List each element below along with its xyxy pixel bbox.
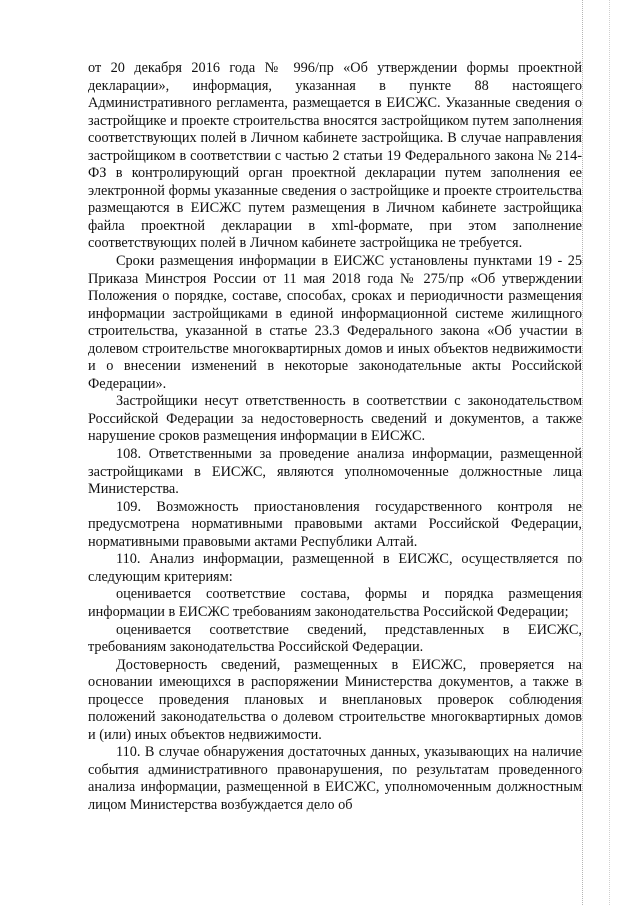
paragraph-109: 109. Возможность приостановления государственного контроля не предусмотрена нормативными правовыми актами Российской Федерации, нормативными правовыми актами Республики Алтай. [88, 498, 582, 550]
scan-edge-line [609, 0, 611, 905]
paragraph-110-criteria: 110. Анализ информации, размещенной в ЕИСЖС, осуществляется по следующим критериям: [88, 551, 582, 585]
paragraph-continuation: от 20 декабря 2016 года № 996/пр «Об утверждении формы проектной декларации», информация, указанная в пункте 88 настоящего Административного регламента, размещается в ЕИСЖС. Указанные сведения о застройщике и проекте строительства вносятся застройщиком путем заполнения соответствующих полей в Личном кабинете застройщика. В случае направления застройщиком в соответствии с частью 2 статьи 19 Федерального закона № 214-ФЗ в контролирующий орган проектной декларации путем заполнения ее электронной формы указанные сведения о застройщике и проекте строительства размещаются в ЕИСЖС путем размещения в Личном кабинете застройщика файла проектной декларации в xml-формате, при этом заполнение соответствующих полей в Личном кабинете застройщика не требуется. [88, 60, 582, 252]
document-body [88, 60, 582, 815]
paragraph-responsibility: Застройщики несут ответственность в соответствии с законодательством Российской Федерации за недостоверность сведений и документов, а также нарушение сроков размещения информации в ЕИСЖС. [88, 393, 582, 445]
paragraph-reliability: Достоверность сведений, размещенных в ЕИСЖС, проверяется на основании имеющихся в распоряжении Министерства документов, а также в процессе проведения плановых и внеплановых проверок соблюдения положений законодательства о долевом строительстве многоквартирных домов и (или) иных объектов недвижимости. [88, 656, 582, 743]
paragraph-deadlines: Сроки размещения информации в ЕИСЖС установлены пунктами 19 - 25 Приказа Минстроя России от 11 мая 2018 года № 275/пр «Об утверждении Положения о порядке, составе, способах, сроках и периодичности размещения информации застройщиками в единой информационной системе жилищного строительства, указанной в статье 23.3 Федерального закона «Об участии в долевом строительстве многоквартирных домов и иных объектов недвижимости и о внесении изменений в некоторые законодательные акты Российской Федерации». [88, 253, 582, 392]
paragraph-108: 108. Ответственными за проведение анализа информации, размещенной застройщиками в ЕИСЖС, являются уполномоченные должностные лица Министерства. [88, 446, 582, 498]
paragraph-110-violation: 110. В случае обнаружения достаточных данных, указывающих на наличие события административного правонарушения, по результатам проведенного анализа информации, размещенной в ЕИСЖС, уполномоченным должностным лицом Министерства возбуждается дело об [88, 744, 582, 813]
scan-margin-line [582, 0, 584, 905]
criterion-item-1: оценивается соответствие состава, формы и порядка размещения информации в ЕИСЖС требованиям законодательства Российской Федерации; [88, 586, 582, 620]
criterion-item-2: оценивается соответствие сведений, представленных в ЕИСЖС, требованиям законодательства Российской Федерации. [88, 621, 582, 656]
